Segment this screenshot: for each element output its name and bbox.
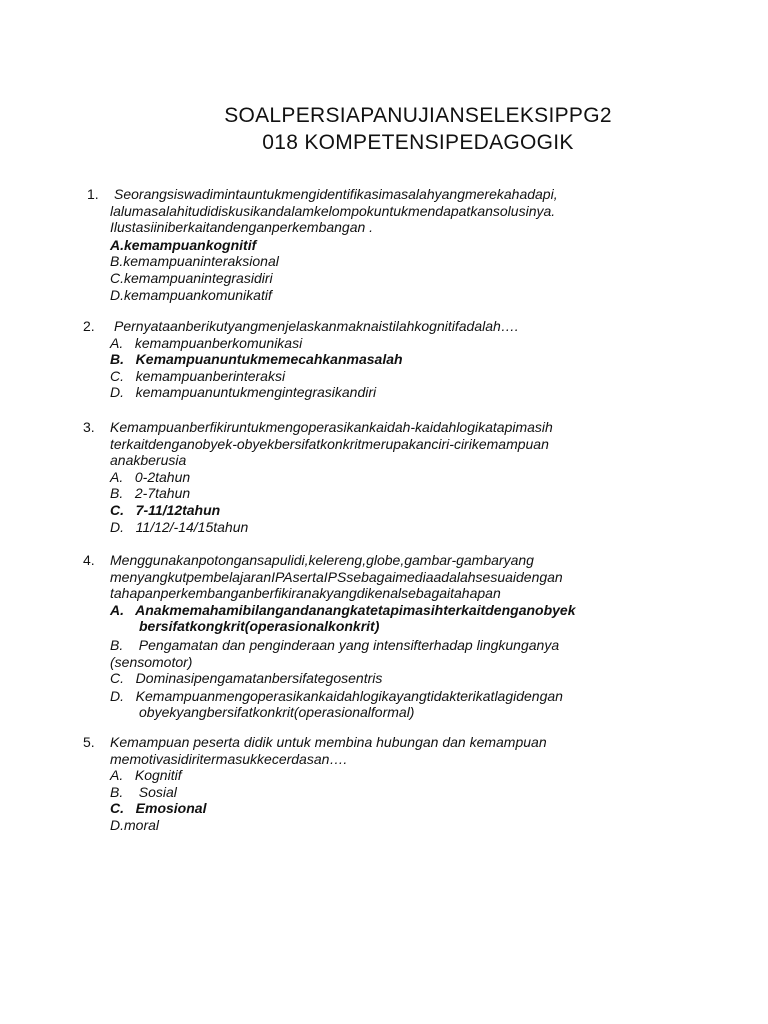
question-1 bbox=[83, 186, 723, 303]
option-b: B. Pengamatan dan penginderaan yang intensifterhadap lingkunganya (sensomotor) bbox=[110, 636, 564, 670]
question-text-line: memotivasidiritermasukkecerdasan…. bbox=[110, 750, 348, 767]
question-text-line: anakberusia bbox=[110, 452, 187, 469]
question-text-line: terkaitdenganobyek-obyekbersifatkonkritmerupakanciri-cirikemampuan bbox=[110, 435, 549, 452]
option-c: C. Dominasipengamatanbersifategosentris bbox=[110, 670, 383, 687]
question-text-line: Menggunakanpotongansapulidi,kelereng,globe,gambar-gambaryang bbox=[110, 552, 534, 568]
question-text-line: Ilustasiiniberkaitandenganperkembangan . bbox=[110, 219, 374, 236]
question-number: 3. bbox=[83, 419, 95, 435]
option-a-correct: A.kemampuankognitif bbox=[110, 236, 257, 253]
option-c-correct: C. Emosional bbox=[110, 800, 207, 817]
option-c: C. kemampuanberinteraksi bbox=[110, 367, 286, 384]
option-c-correct: C. 7-11/12tahun bbox=[110, 501, 221, 518]
option-b: B. Sosial bbox=[110, 783, 177, 800]
option-a: A. 0-2tahun bbox=[110, 468, 191, 485]
title-line-2: 018 KOMPETENSIPEDAGOGIK bbox=[262, 131, 574, 154]
option-c: C.kemampuanintegrasidiri bbox=[110, 269, 273, 286]
question-2 bbox=[83, 318, 723, 401]
question-text-line: Pernyataanberikutyangmenjelaskanmaknaistilahkognitifadalah…. bbox=[114, 318, 519, 334]
option-d: D. kemampuanuntukmengintegrasikandiri bbox=[110, 384, 377, 401]
question-number: 4. bbox=[83, 552, 95, 568]
question-text-line: lalumasalahitudidiskusikandalamkelompokuntukmendapatkansolusinya. bbox=[110, 202, 556, 219]
option-d: D.moral bbox=[110, 816, 160, 833]
question-3 bbox=[83, 419, 723, 535]
option-b-correct: B. Kemampuanuntukmemecahkanmasalah bbox=[110, 351, 403, 368]
option-d: D. Kemampuanmengoperasikankaidahlogikayangtidakterikatlagidengan obyekyangbersifatkonkrit(operasionalformal) bbox=[110, 687, 567, 721]
option-d: D. 11/12/-14/15tahun bbox=[110, 518, 249, 535]
question-text-line: tahapanperkembanganberfikiranakyangdikenalsebagaitahapan bbox=[110, 585, 501, 602]
option-b: B.kemampuaninteraksional bbox=[110, 253, 279, 270]
question-text-line: Seorangsiswadimintauntukmengidentifikasimasalahyangmerekahadapi, bbox=[114, 186, 558, 202]
question-5 bbox=[83, 734, 723, 834]
question-number: 1. bbox=[87, 186, 99, 202]
question-number: 5. bbox=[83, 734, 95, 750]
option-d: D.kemampuankomunikatif bbox=[110, 286, 272, 303]
option-a-correct: A. Anakmemahamibilangandanangkatetapimasihterkaitdenganobyek bersifatkongkrit(operasionalkonkrit) bbox=[110, 601, 580, 635]
title-line-1: SOALPERSIAPANUJIANSELEKSIPPG2 bbox=[224, 104, 612, 127]
option-b: B. 2-7tahun bbox=[110, 485, 191, 502]
question-text-line: Kemampuan peserta didik untuk membina hubungan dan kemampuan bbox=[110, 734, 547, 750]
question-4 bbox=[83, 552, 723, 721]
option-a: A. kemampuanberkomunikasi bbox=[110, 334, 303, 351]
option-a: A. Kognitif bbox=[110, 767, 182, 784]
document-title bbox=[0, 102, 768, 156]
question-text-line: Kemampuanberfikiruntukmengoperasikankaidah-kaidahlogikatapimasih bbox=[110, 419, 553, 435]
question-number: 2. bbox=[83, 318, 95, 334]
question-text-line: menyangkutpembelajaranIPAsertaIPSsebagaimediaadalahsesuaidengan bbox=[110, 568, 563, 585]
